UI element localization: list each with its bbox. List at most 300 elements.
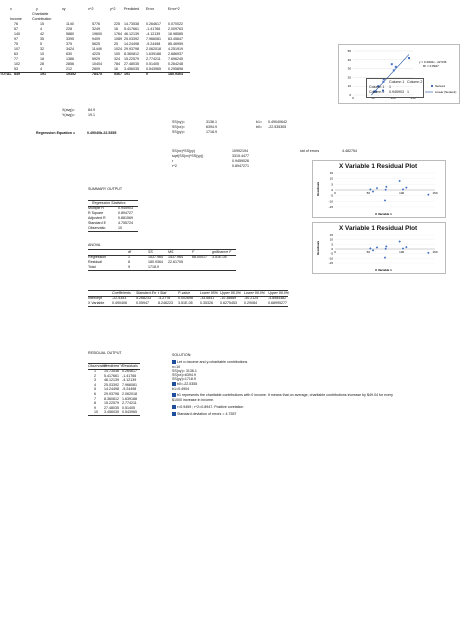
residual-cell: -9.24498 [122, 387, 137, 392]
solution-n: n=10 [172, 365, 181, 369]
total-cell: 191 [124, 72, 130, 76]
residual-header: Residuals [122, 364, 138, 368]
table-cell: 4 [40, 67, 42, 71]
residual-point [372, 249, 374, 251]
table-cell: 3395 [66, 37, 74, 41]
solution-d-text: r=0.9459 ; r^2=0.8947. Positive corelation [177, 405, 244, 409]
residual-output-table [88, 363, 144, 413]
residual-plot-1-title: X Variable 1 Residual Plot [339, 163, 418, 170]
residual-header: Predicted Y [104, 364, 123, 368]
data-point [391, 63, 393, 65]
coef-cell: 0.05947 [136, 301, 149, 305]
data-table [0, 0, 240, 108]
reg-stat-label: Observatio [88, 226, 106, 230]
legend-series1: Series1 [435, 84, 446, 88]
table-cell: 8.360812 [124, 52, 139, 56]
y-tick-label: 40 [347, 57, 351, 62]
ybar-label: Y(avg)= [62, 113, 75, 117]
regression-equation-value: 0.49040b-22.5355 [87, 131, 117, 135]
coef-cell: Intercept [88, 296, 102, 300]
reg-stat-label: Multiple R [88, 206, 104, 210]
residual-cell: 2 [94, 373, 96, 378]
residual-plot-2-svg [313, 223, 445, 273]
part-b-icon [172, 382, 176, 386]
reg-stat-value: 0.894727 [118, 211, 133, 215]
ssxx-ssyy-label: SS(xx)*SS(yy) [172, 149, 195, 153]
table-cell: 10 [40, 52, 44, 56]
anova-header: SS [148, 250, 153, 254]
reg-stat-value: 0.881569 [118, 216, 133, 220]
table-cell: 85.46959 [168, 42, 183, 46]
y-tick-label: 10 [329, 176, 333, 181]
y-tick-label: 50 [347, 49, 351, 53]
coef-cell: -22.5353 [112, 296, 127, 300]
solution-a [172, 360, 247, 364]
table-cell: 10404 [92, 62, 102, 66]
coef-header: Standard Err [136, 291, 157, 295]
coef-cell: 0.35326 [200, 301, 213, 305]
table-cell: 77 [14, 57, 18, 61]
table-cell: 25 [114, 42, 118, 46]
summary-output-title: SUMMARY OUTPUT [88, 187, 123, 191]
residual-plot-2-title: X Variable 1 Residual Plot [339, 225, 418, 232]
anova-cell: Regression [88, 255, 107, 259]
y-tick-label: -5 [330, 251, 333, 256]
residual-cell: 2.774211 [122, 401, 137, 406]
table-cell: 14.73538 [124, 22, 139, 26]
residual-point [376, 187, 378, 189]
table-cell: 3424 [66, 47, 74, 51]
table-cell: 16 [114, 67, 118, 71]
anova-cell: 68.00017 [192, 255, 207, 259]
x-tick-label: 0 [334, 250, 336, 254]
table-cell: 19600 [92, 32, 102, 36]
solution-b0-text: b0=-22.5355 [177, 382, 198, 386]
residual-point [405, 246, 407, 248]
table-cell: 212 [66, 67, 72, 71]
y-tick-label: 30 [347, 66, 351, 71]
table-cell: 5.417661 [124, 27, 139, 31]
table-cell: 18 [40, 57, 44, 61]
table-cell: 1089 [114, 37, 122, 41]
equation-label: y = 0.4904x - 22.536 [419, 60, 447, 64]
total-cell: 5367 [114, 72, 122, 76]
x-tick-label: 100 [390, 96, 396, 100]
column-cell: 0.945903 [389, 90, 404, 94]
y-tick-label: -15 [328, 205, 333, 209]
b1-label: b1= [256, 120, 263, 124]
anova-cell: 22.61705 [168, 260, 183, 264]
y-tick-label: 0 [349, 93, 351, 97]
column-header: Column 1 [389, 80, 405, 84]
x-tick-label: 150 [432, 250, 438, 254]
rsq-label: r^2 [172, 164, 177, 168]
table-cell: 4 [40, 27, 42, 31]
table-cell: 0.543965 [146, 67, 161, 71]
residual-cell: 8 [94, 401, 96, 406]
table-cell: 29.93798 [124, 47, 139, 51]
ssxx-ssyy-value: 10992194 [232, 149, 248, 153]
table-cell: 32 [40, 47, 44, 51]
table-cell: 784 [114, 62, 120, 66]
residual-point [385, 186, 387, 188]
residual-cell: 5.417661 [104, 373, 119, 378]
table-cell: 0.295898 [168, 67, 183, 71]
residual-cell: 6 [94, 392, 96, 396]
total-cell: 19352 [66, 72, 76, 76]
table-cell: 2.062018 [146, 47, 161, 51]
table-cell: 225 [114, 22, 120, 26]
y-tick-label: 5 [331, 182, 333, 187]
anova-cell: 1718.9 [148, 265, 159, 269]
solution-e [172, 412, 236, 416]
anova-cell: Residual [88, 260, 102, 264]
coef-header: Upper 99.0% [268, 291, 289, 295]
residual-cell: 4 [94, 382, 96, 387]
coef-cell: -34.6841 [200, 296, 215, 300]
table-cell: 5929 [92, 57, 100, 61]
reg-stat-value: 0.945903 [118, 206, 133, 210]
coefficients-table [88, 290, 328, 306]
table-cell: 0.264248 [168, 62, 183, 66]
table-cell: 63 [14, 52, 18, 56]
table-cell: 5 [40, 42, 42, 46]
ssxy-label: SS(xy)= [172, 120, 185, 124]
header-cell: Error [146, 7, 154, 11]
table-cell: 53 [14, 67, 18, 71]
b0-label: b0= [256, 125, 263, 129]
header-cell: xy [62, 7, 66, 11]
coef-cell: -4.2776 [158, 296, 171, 300]
coef-cell: X Variable [88, 301, 105, 305]
x-tick-label: 50 [366, 191, 371, 195]
table-cell: 15 [40, 22, 44, 26]
solution-d [172, 405, 243, 409]
table-cell: 16.98585 [168, 32, 183, 36]
y-tick-label: -10 [328, 256, 333, 261]
coef-cell: 3.51E-05 [178, 301, 193, 305]
column-cell: Column 1 [369, 85, 385, 89]
coef-cell: 5.268233 [136, 296, 151, 300]
header-cell: y^2 [110, 7, 116, 11]
ybar-value: 19.1 [88, 113, 95, 117]
table-cell: 35 [40, 37, 44, 41]
table-cell: 0.51405 [146, 62, 159, 66]
table-cell: 16 [114, 27, 118, 31]
solution-ssxy: SS(xy)= 3136.1 [172, 369, 197, 373]
anova-cell: Total [88, 265, 96, 269]
table-cell: 9409 [92, 37, 100, 41]
table-cell: 25.03392 [124, 37, 139, 41]
x-tick-label: 150 [432, 191, 438, 195]
residual-plot-1-svg [313, 161, 445, 217]
table-cell: 102 [14, 62, 20, 66]
table-cell: 5776 [92, 22, 100, 26]
header-cell: Error^2 [168, 7, 180, 11]
coef-header: Upper 95.0% [220, 291, 241, 295]
anova-title: ANOVA [88, 243, 101, 247]
table-cell: 46.12139 [124, 32, 139, 36]
residual-cell: 1 [94, 369, 96, 373]
residual-cell: 9 [94, 405, 96, 410]
reg-stat-label: Standard E [88, 221, 106, 225]
rule [88, 231, 138, 232]
total-cell: 0 [146, 72, 148, 76]
ssxx-label: SS(xx)= [172, 125, 185, 129]
y-tick-label: 10 [329, 237, 333, 242]
table-cell: 27.48035 [124, 62, 139, 66]
table-cell: 42 [40, 32, 44, 36]
table-cell: 7.696245 [168, 57, 183, 61]
ssyy-label: SS(yy)= [172, 130, 185, 134]
anova-cell: 180.9364 [148, 260, 163, 264]
coef-header: Lower 99.0% [244, 291, 265, 295]
ssxx-value: 6394.9 [206, 125, 217, 129]
table-cell: 11449 [92, 47, 102, 51]
residual-output-title: RESIDUAL OUTPUT [88, 351, 122, 355]
coef-cell: 0.6275453 [220, 301, 237, 305]
header-cell: y [36, 7, 38, 11]
table-cell: 4.251919 [168, 47, 183, 51]
residual-cell: -4.12139 [122, 378, 137, 383]
table-cell: 0.070022 [168, 22, 183, 26]
total-cell: 849 [14, 72, 20, 76]
rsq-value: 0.8947271 [232, 164, 249, 168]
x-axis-label: X Variable 1 [375, 268, 392, 272]
table-cell: 14.24498 [124, 42, 139, 46]
regression-statistics-table [88, 200, 138, 236]
residual-cell: 2.062018 [122, 392, 137, 396]
coef-cell: -10.38689 [220, 296, 237, 300]
table-cell: 28 [40, 62, 44, 66]
table-cell: 3249 [92, 27, 100, 31]
residual-cell: 0.51405 [122, 405, 135, 410]
residual-point [405, 186, 407, 188]
residual-plot-1 [312, 160, 446, 218]
residual-cell: 3.456035 [104, 410, 119, 415]
coef-cell: 8.246223 [158, 301, 173, 305]
y-tick-label: 5 [331, 242, 333, 247]
x-tick-label: 150 [410, 96, 416, 100]
table-cell: 2809 [92, 67, 100, 71]
table-cell: 5625 [92, 42, 100, 46]
x-tick-label: 0 [352, 96, 354, 100]
r-value: 0.9459026 [232, 159, 249, 163]
ssxy-value: 3136.1 [206, 120, 217, 124]
sqrt-value: 3315.4477 [232, 154, 249, 158]
r-squared-label: R² = 0.8947 [423, 64, 439, 68]
table-cell: 228 [66, 27, 72, 31]
table-cell: 2.686937 [168, 52, 183, 56]
rule [88, 415, 140, 416]
table-cell: 100 [114, 52, 120, 56]
residual-cell: 7.966081 [122, 382, 137, 387]
anova-cell: 1537.964 [148, 255, 163, 259]
solution-ssxx: SS(xx)=6394.9 [172, 373, 196, 377]
residual-point [398, 180, 400, 182]
table-cell: 375 [66, 42, 72, 46]
residual-point [376, 246, 378, 248]
coef-cell: -4.8584482 [268, 296, 287, 300]
part-a-icon [172, 360, 176, 364]
xbar-label: X(avg)= [62, 108, 75, 112]
coef-header: Lower 95% [200, 291, 218, 295]
coef-cell: 0.68995277 [268, 301, 287, 305]
legend-linear: Linear (Series1) [435, 90, 457, 94]
table-cell: -1.41766 [146, 27, 161, 31]
residual-cell: 0.543965 [122, 410, 137, 415]
y-tick-label: 0 [331, 247, 333, 251]
b0-value: -22.535305 [268, 125, 287, 129]
y-tick-label: 0 [331, 188, 333, 192]
residual-cell: 7 [94, 396, 96, 401]
coef-cell: 0.29084 [244, 301, 257, 305]
table-cell: 2.009763 [168, 27, 183, 31]
anova-table [88, 249, 248, 273]
anova-header: df [128, 250, 131, 254]
column-cell: Column 2 [369, 90, 385, 94]
anova-cell: 1 [128, 255, 130, 259]
coef-header: Coefficients [112, 291, 131, 295]
b1-value: 0.49040642 [268, 120, 287, 124]
table-cell: -4.12139 [146, 32, 161, 36]
part-e-icon [172, 412, 176, 416]
residual-cell: 1.639188 [122, 396, 137, 401]
total-cell: 78475 [92, 72, 102, 76]
data-point [395, 66, 397, 68]
residual-cell: 27.48035 [104, 405, 119, 410]
residual-cell: 8.360812 [104, 396, 119, 401]
solution-b1: b1=0.4904 [172, 387, 190, 391]
table-cell: 7.966081 [146, 37, 161, 41]
residual-cell: 0.264617 [122, 369, 137, 373]
solution-c2: $1000 increase in income. [172, 398, 214, 402]
y-tick-label: 20 [347, 75, 351, 80]
column-cell: 1 [407, 90, 409, 94]
y-tick-label: -5 [330, 193, 333, 198]
coef-cell: 0.490406 [112, 301, 127, 305]
reg-stat-label: R Square [88, 211, 104, 215]
header-cell: Income [10, 17, 22, 21]
residual-plot-2 [312, 222, 446, 274]
x-tick-label: 100 [399, 250, 405, 254]
legend-marker [431, 85, 433, 87]
x-tick-label: 50 [371, 96, 375, 100]
table-cell: 63.45847 [168, 37, 183, 41]
x-tick-label: 50 [366, 250, 371, 254]
coef-cell: -40.2125 [244, 296, 259, 300]
y-tick-label: 15 [329, 171, 333, 175]
reg-stat-value: 4.755724 [118, 221, 133, 225]
solution-c [172, 393, 393, 397]
anova-cell: 8 [128, 260, 130, 264]
residual-cell: 46.12139 [104, 378, 119, 383]
residual-cell: 14.73538 [104, 369, 119, 373]
table-cell: 5880 [66, 32, 74, 36]
table-cell: 0.264617 [146, 22, 161, 26]
coef-header: t Stat [158, 291, 167, 295]
anova-cell: 3.51E-05 [212, 255, 227, 259]
table-cell: 76 [14, 22, 18, 26]
residual-cell: 25.03392 [104, 382, 119, 387]
table-cell: 140 [14, 32, 20, 36]
part-d-icon [172, 405, 176, 409]
table-cell: 1.639188 [146, 52, 161, 56]
table-cell: 1764 [114, 32, 122, 36]
table-cell: 75 [14, 42, 18, 46]
solution-c-text: b1 represents the charitable contributions with 0 income. It means that on average, charitable contributions increase by $49.04 for every [177, 393, 393, 397]
column-table [366, 78, 424, 98]
data-point [393, 69, 395, 71]
sqrt-label: sqrt(SS(xx)*SS(yy)) [172, 154, 204, 158]
table-cell: 4225 [92, 52, 100, 56]
residual-cell: 29.93798 [104, 392, 119, 396]
anova-cell: 9 [128, 265, 130, 269]
y-axis-label: Residuals [316, 240, 320, 255]
std-errors-label: std of errors [300, 149, 320, 153]
y-axis-label: Residuals [316, 181, 320, 196]
y-tick-label: -15 [328, 261, 333, 265]
anova-cell: 1537.964 [168, 255, 183, 259]
anova-header: gnificance F [212, 250, 232, 254]
column-cell: 1 [389, 85, 391, 89]
part-c-icon [172, 393, 176, 397]
reg-stats-title: Regression Statistics [92, 201, 126, 205]
table-cell: 630 [66, 52, 72, 56]
solution-b0 [172, 382, 197, 386]
solution-e-text: Standard deviation of errors = 4.7557 [177, 412, 237, 416]
data-point [408, 57, 410, 59]
x-tick-label: 0 [334, 191, 336, 195]
coef-cell: 0.002698 [178, 296, 193, 300]
header-cell: x [10, 7, 12, 11]
solution-title: SOLUTION: [172, 353, 192, 357]
table-cell: 3.456035 [124, 67, 139, 71]
r-label: r [172, 159, 174, 163]
residual-point [384, 189, 386, 191]
std-errors-value: 4.482754 [342, 149, 357, 153]
residual-cell: 3 [94, 378, 96, 383]
solution-ssyy: SS(yy)=1718.9 [172, 377, 196, 381]
table-cell: 2.774211 [146, 57, 161, 61]
regression-equation-label: Regression Equation = [36, 131, 76, 135]
reg-stat-label: Adjusted R [88, 216, 106, 220]
table-cell: 1140 [66, 22, 74, 26]
table-cell: 2856 [66, 62, 74, 66]
residual-header: Observation [88, 364, 108, 368]
header-cell: x^2 [88, 7, 94, 11]
table-cell: 324 [114, 57, 120, 61]
header-cell: Charitable [32, 12, 49, 16]
total-label: TOTAL [0, 72, 12, 76]
x-tick-label: 100 [399, 191, 405, 195]
table-cell: 1024 [114, 47, 122, 51]
coef-header: P-value [178, 291, 191, 295]
table-cell: -9.24498 [146, 42, 161, 46]
table-cell: 15.22579 [124, 57, 139, 61]
solution-a-text: Let x=income and y=charitable contributions [177, 360, 248, 364]
residual-point [385, 245, 387, 247]
anova-header: MS [168, 250, 174, 254]
residual-point [384, 248, 386, 250]
residual-cell: 15.22579 [104, 401, 119, 406]
residual-cell: 10 [94, 410, 98, 415]
residual-point [372, 190, 374, 192]
y-tick-label: -10 [328, 199, 333, 204]
y-tick-label: 10 [347, 84, 351, 89]
anova-header: F [192, 250, 195, 254]
xbar-value: 84.9 [88, 108, 95, 112]
